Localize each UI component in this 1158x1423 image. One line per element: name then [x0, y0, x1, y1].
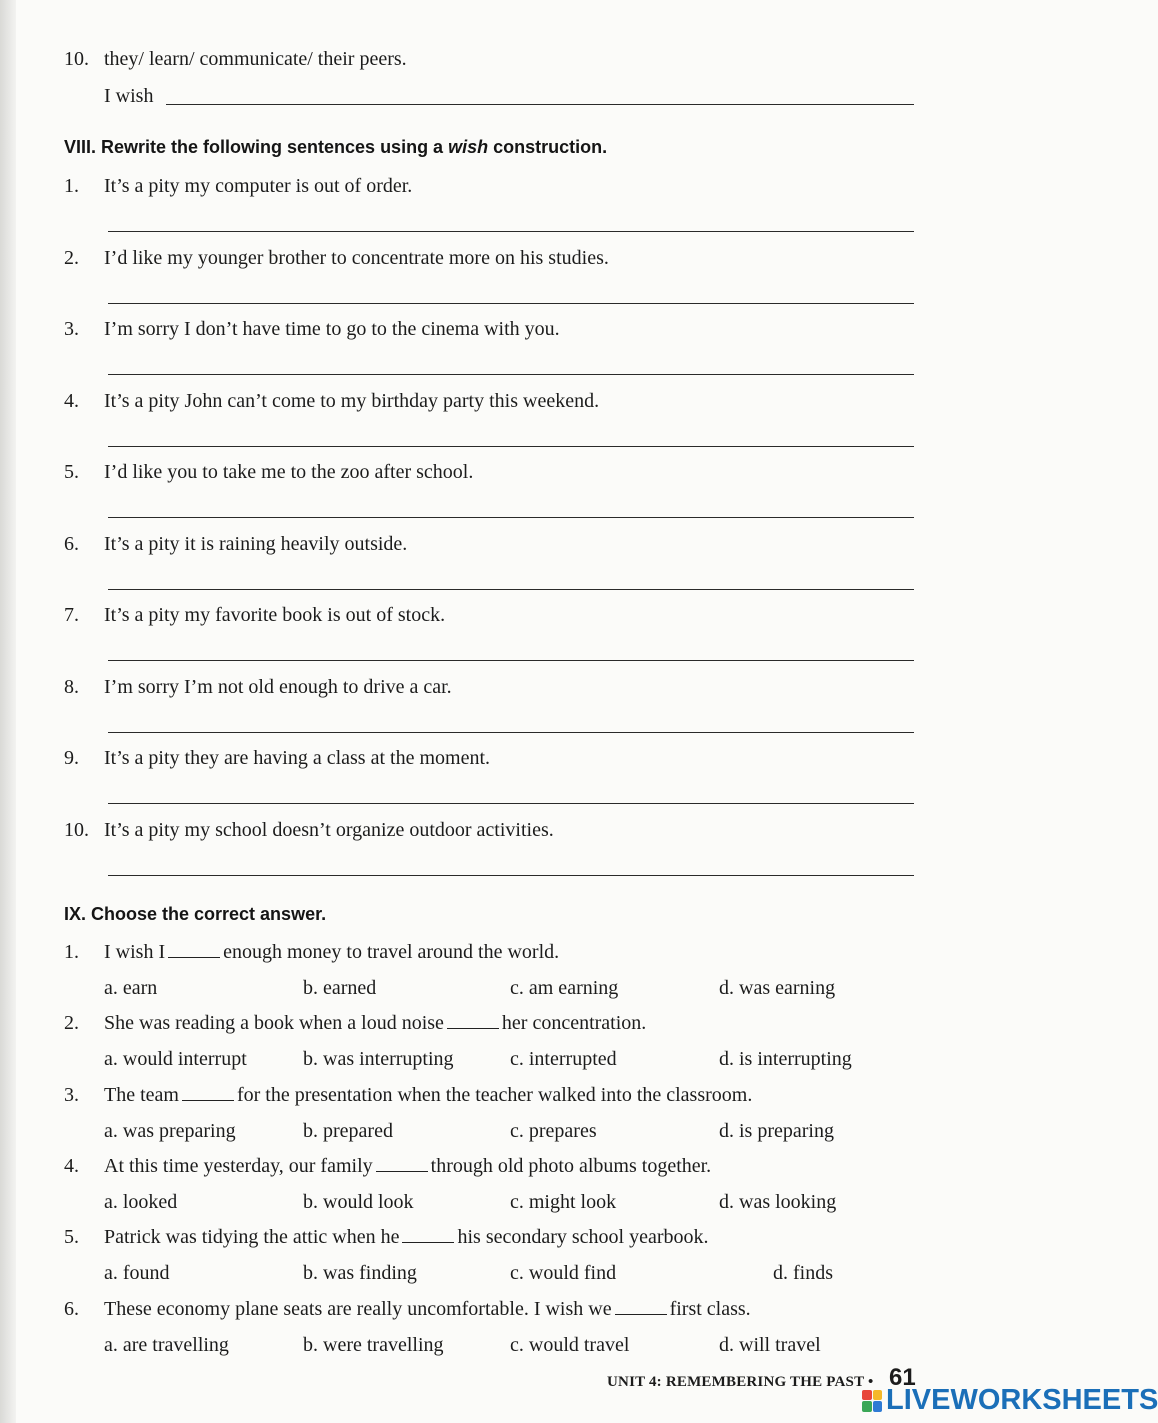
answer-blank[interactable]: [402, 1242, 454, 1243]
item-number: 10.: [64, 48, 89, 70]
item-sentence: It’s a pity my school doesn’t organize outdoor activities.: [104, 818, 554, 841]
stem-after-blank: her concentration.: [501, 1012, 647, 1035]
answer-line-3[interactable]: [108, 374, 914, 375]
item-sentence: It’s a pity my computer is out of order.: [104, 175, 413, 197]
answer-line-9[interactable]: [108, 803, 914, 804]
item-number: 8.: [64, 675, 79, 698]
item-number: 9.: [64, 747, 79, 769]
stem-before-blank: I wish I: [104, 941, 166, 963]
question-number: 3.: [64, 1083, 79, 1106]
question-number: 4.: [64, 1154, 79, 1177]
item-sentence: I’d like you to take me to the zoo after school.: [104, 461, 474, 483]
item-number: 7.: [64, 604, 79, 626]
question-number: 2.: [64, 1012, 79, 1035]
answer-blank[interactable]: [447, 1028, 499, 1029]
stem-before-blank: These economy plane seats are really uncomfortable. I wish we: [104, 1297, 612, 1320]
option-c[interactable]: c. would find: [510, 1262, 617, 1285]
liveworksheets-wordmark: LIVEWORKSHEETS: [886, 1384, 1158, 1416]
question-stem: [104, 941, 559, 964]
option-a[interactable]: a. looked: [104, 1190, 178, 1213]
answer-line-6[interactable]: [108, 589, 914, 590]
item-number: 6.: [64, 532, 79, 555]
stem-before-blank: Patrick was tidying the attic when he: [104, 1226, 400, 1249]
item-sentence: It’s a pity it is raining heavily outside.: [104, 532, 408, 555]
question-number: 5.: [64, 1226, 79, 1249]
option-c[interactable]: c. might look: [510, 1190, 617, 1213]
option-d[interactable]: d. is interrupting: [719, 1048, 852, 1071]
question-stem: [104, 1226, 709, 1249]
stem-before-blank: At this time yesterday, our family: [104, 1154, 373, 1177]
question-number: 6.: [64, 1297, 79, 1320]
item-number: 10.: [64, 818, 89, 841]
option-d[interactable]: d. will travel: [719, 1333, 821, 1356]
answer-line-4[interactable]: [108, 446, 914, 447]
option-c[interactable]: c. am earning: [510, 977, 619, 999]
liveworksheets-logo: [862, 1384, 1158, 1417]
top-item-10: [64, 48, 407, 71]
unit-footer: UNIT 4: REMEMBERING THE PAST •: [607, 1374, 874, 1390]
item-sentence: I’m sorry I’m not old enough to drive a car.: [104, 675, 452, 698]
option-a[interactable]: a. are travelling: [104, 1333, 229, 1356]
item-sentence: It’s a pity they are having a class at the moment.: [104, 747, 490, 769]
answer-line-5[interactable]: [108, 517, 914, 518]
answer-line-1[interactable]: [108, 231, 914, 232]
top-item-10-prompt: I wish: [104, 85, 154, 107]
item-number: 3.: [64, 318, 79, 340]
liveworksheets-icon: [862, 1390, 882, 1412]
stem-after-blank: for the presentation when the teacher walked into the classroom.: [236, 1083, 753, 1106]
scan-edge: [0, 0, 16, 1423]
option-c[interactable]: c. interrupted: [510, 1048, 617, 1071]
stem-after-blank: first class.: [669, 1297, 751, 1320]
option-d[interactable]: d. was earning: [719, 977, 836, 999]
answer-line[interactable]: [166, 104, 914, 105]
section-8-heading: VIII. Rewrite the following sentences using a wish construction.: [64, 137, 608, 157]
item-number: 1.: [64, 175, 79, 197]
option-b[interactable]: b. would look: [303, 1190, 414, 1213]
option-c[interactable]: c. would travel: [510, 1333, 630, 1356]
stem-after-blank: through old photo albums together.: [430, 1154, 712, 1177]
question-stem: [104, 1155, 711, 1178]
question-number: 1.: [64, 941, 79, 963]
option-a[interactable]: a. earn: [104, 977, 158, 999]
answer-line-10[interactable]: [108, 875, 914, 876]
option-a[interactable]: a. was preparing: [104, 1119, 236, 1142]
option-b[interactable]: b. earned: [303, 977, 377, 999]
option-b[interactable]: b. was finding: [303, 1262, 417, 1285]
item-sentence: It’s a pity John can’t come to my birthday party this weekend.: [104, 389, 600, 412]
item-sentence: I’m sorry I don’t have time to go to the cinema with you.: [104, 318, 560, 340]
stem-after-blank: his secondary school yearbook.: [457, 1226, 709, 1249]
answer-blank[interactable]: [615, 1314, 667, 1315]
answer-line-2[interactable]: [108, 303, 914, 304]
option-a[interactable]: a. would interrupt: [104, 1048, 247, 1071]
answer-line-8[interactable]: [108, 732, 914, 733]
stem-before-blank: She was reading a book when a loud noise: [104, 1012, 444, 1035]
option-c[interactable]: c. prepares: [510, 1119, 597, 1142]
option-b[interactable]: b. was interrupting: [303, 1048, 454, 1071]
question-stem: [104, 1084, 752, 1107]
option-a[interactable]: a. found: [104, 1262, 170, 1285]
item-number: 4.: [64, 389, 79, 412]
item-text: they/ learn/ communicate/ their peers.: [104, 48, 407, 70]
answer-line-7[interactable]: [108, 660, 914, 661]
answer-blank[interactable]: [182, 1100, 234, 1101]
item-number: 5.: [64, 461, 79, 483]
stem-after-blank: enough money to travel around the world.: [223, 941, 560, 963]
option-b[interactable]: b. prepared: [303, 1119, 393, 1142]
stem-before-blank: The team: [104, 1083, 179, 1106]
question-stem: [104, 1298, 751, 1321]
item-number: 2.: [64, 246, 79, 269]
option-b[interactable]: b. were travelling: [303, 1333, 444, 1356]
item-sentence: I’d like my younger brother to concentrate more on his studies.: [104, 246, 609, 269]
page-number: 61: [889, 1364, 916, 1391]
section-9-heading: IX. Choose the correct answer.: [64, 904, 327, 924]
option-d[interactable]: d. was looking: [719, 1190, 837, 1213]
answer-blank[interactable]: [376, 1171, 428, 1172]
question-stem: [104, 1012, 646, 1035]
option-d[interactable]: d. finds: [773, 1262, 833, 1285]
answer-blank[interactable]: [168, 957, 220, 958]
item-sentence: It’s a pity my favorite book is out of stock.: [104, 604, 446, 626]
option-d[interactable]: d. is preparing: [719, 1119, 834, 1142]
